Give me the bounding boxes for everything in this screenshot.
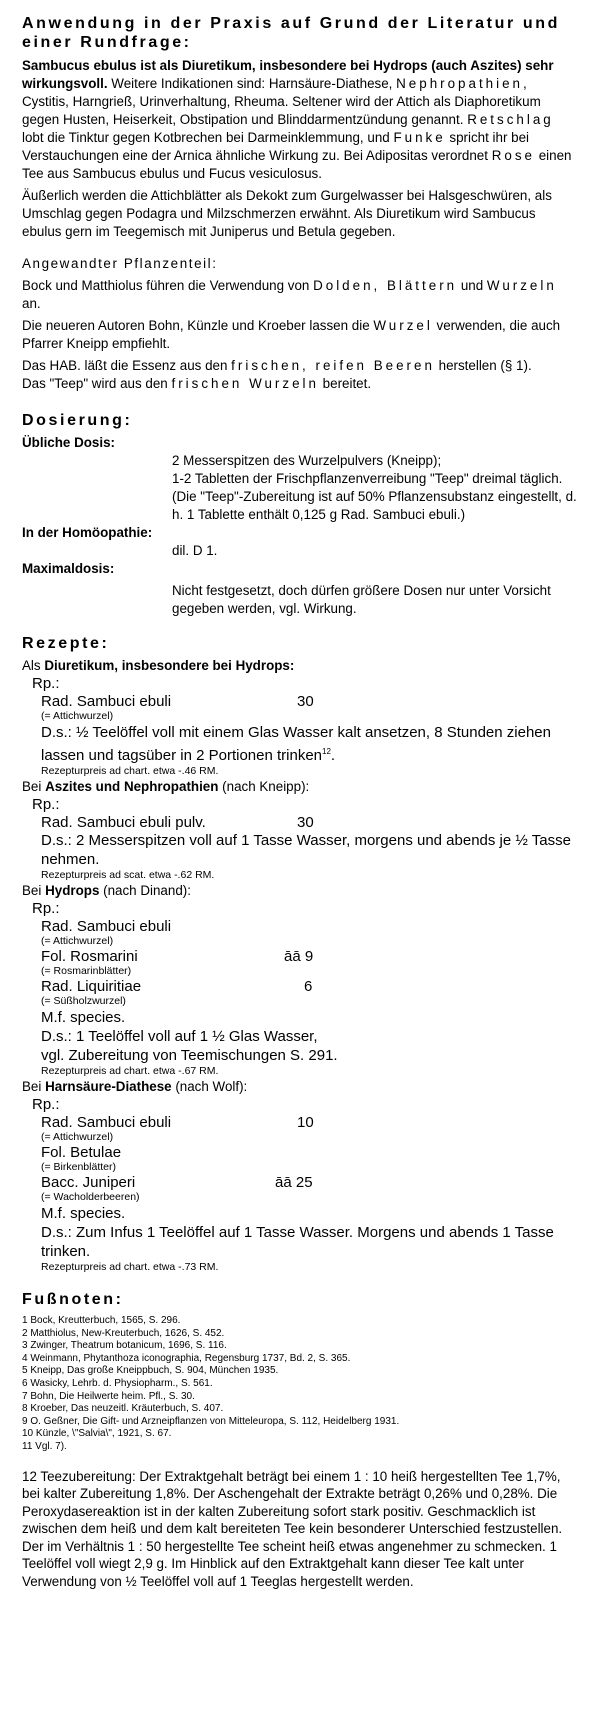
ingredient-amount: āā 25 <box>275 1174 313 1191</box>
recipe-directions: D.s.: 1 Teelöffel voll auf 1 ½ Glas Wasser, <box>41 1028 318 1045</box>
recipe-rp: Rp.: <box>32 796 60 813</box>
ingredient-note: (= Attichwurzel) <box>41 710 114 722</box>
ingredient-name: Rad. Sambuci ebuli pulv. <box>41 814 206 831</box>
section-heading-dosierung: Dosierung: <box>22 412 133 429</box>
text-run: Das HAB. läßt die Essenz aus den <box>22 358 228 373</box>
recipe-price: Rezepturpreis ad scat. etwa -.62 RM. <box>41 869 215 881</box>
ingredient-name: Rad. Sambuci ebuli <box>41 693 172 710</box>
dosis-line: Nicht festgesetzt, doch dürfen größere Dosen nur unter Vorsicht gegeben werden, vgl. Wirkung. <box>172 583 551 616</box>
spaced-term: Wurzel <box>373 318 433 333</box>
text-run: verwenden, die auch Pfarrer Kneipp empfiehlt. <box>22 318 561 351</box>
ingredient-row <box>22 1144 577 1161</box>
footnote-12: 12 Teezubereitung: Der Extraktgehalt beträgt bei einem 1 : 10 heiß hergestellten Tee 1,7%, bei kalter Zubereitung 1,8%. Der Aschengehalt der Extrakte beträgt 0,26% und 0,28%. Die Peroxydasereaktion ist in der kalten Zubereitung sofort stark positiv. Geschmacklich ist zwischen dem heiß und dem kalt bereiteten Tee kein besonderer Unterschied festzustellen. Der im Verhältnis 1 : 50 hergestellte Tee scheint heiß etwas angenehmer zu schmecken. 1 Teelöffel voll wiegt 2,9 g. Im Hinblick auf den Extraktgehalt kann dieser Tee kalt unter Verwendung von ½ Teelöffel voll auf 1 Teeglas hergestellt werden. <box>22 1468 563 1589</box>
footnote-item: 10 Künzle, \"Salvia\", 1921, S. 67. <box>22 1428 172 1440</box>
dosis-line: (Die "Teep"-Zubereitung ist auf 50% Pflanzensubstanz eingestellt, d. h. 1 Tablette enthält 0,125 g Rad. Sambuci ebuli.) <box>172 489 577 522</box>
spaced-term: frischen Wurzeln <box>171 376 319 391</box>
recipe-price: Rezepturpreis ad chart. etwa -.73 RM. <box>41 1261 219 1273</box>
spaced-term: Nephropathien <box>396 76 523 91</box>
text-run: , Cystitis, Harngrieß, Urinverhaltung, Rheuma. Seltener wird der Attich als Diaphoretikum gegen Husten, Heiserkeit, Obstipation und Blinddarmentzündung genannt. <box>22 76 541 127</box>
plant-part-paragraph-3 <box>22 357 577 393</box>
text-run: Bei <box>22 779 46 794</box>
footnote-item: 6 Wasicky, Lehrb. d. Physiopharm., S. 561. <box>22 1377 213 1389</box>
indications-lead: Sambucus ebulus ist als Diuretikum, insbesondere bei Hydrops (auch Aszites) sehr wirkungsvoll. <box>22 58 554 91</box>
text-run: lobt die Tinktur gegen Kotbrechen bei Darmeinklemmung, und <box>22 130 390 145</box>
recipe-4-intro <box>22 1078 577 1096</box>
recipe-indication: Diuretikum, insbesondere bei Hydrops: <box>44 658 295 673</box>
footnote-item: 2 Matthiolus, New-Kreuterbuch, 1626, S. 452. <box>22 1327 225 1339</box>
ingredient-note: (= Rosmarinblätter) <box>41 965 132 977</box>
dosis-line: 1-2 Tabletten der Frischpflanzenverreibung "Teep" dreimal täglich. <box>172 471 563 486</box>
text-run: . <box>330 747 336 764</box>
recipe-indication: Aszites und Nephropathien <box>45 779 219 794</box>
ingredient-row <box>22 1114 577 1131</box>
section-heading-rezepte: Rezepte: <box>22 635 110 652</box>
text-run: einen Tee aus Sambucus ebulus und Fucus vesiculosus. <box>22 148 572 181</box>
footnote-item: 8 Kroeber, Das neuzeitl. Kräuterbuch, S. 407. <box>22 1403 224 1415</box>
footnote-item: 9 O. Geßner, Die Gift- und Arzneipflanzen von Mitteleuropa, S. 112, Heidelberg 1931. <box>22 1415 400 1427</box>
recipe-directions: vgl. Zubereitung von Teemischungen S. 291. <box>41 1047 338 1064</box>
dosis-label-homeopathy: In der Homöopathie: <box>22 525 153 540</box>
ingredient-note: (= Attichwurzel) <box>41 935 114 947</box>
recipe-2-intro <box>22 778 577 796</box>
recipe-mf: M.f. species. <box>41 1205 126 1222</box>
text-run: Bock und Matthiolus führen die Verwendung von <box>22 278 310 293</box>
external-use-paragraph: Äußerlich werden die Attichblätter als Dekokt zum Gurgelwasser bei Halsgeschwüren, als Umschlag gegen Podagra und Milzschmerzen erwähnt. Als Diuretikum wird Sambucus ebulus gern im Teegemisch mit Juniperus und Betula gegeben. <box>22 188 552 239</box>
ingredient-row <box>22 918 577 935</box>
recipe-indication: Harnsäure-Diathese <box>45 1079 172 1094</box>
spaced-term: frischen, reifen Beeren <box>231 358 435 373</box>
ingredient-row <box>22 814 577 831</box>
text-run: bereitet. <box>318 376 372 391</box>
dosis-max-block <box>22 582 577 618</box>
text-run: D.s.: ½ Teelöffel voll mit einem Glas Wasser kalt ansetzen, 8 Stunden ziehen lassen und tagsüber in 2 Portionen trinken <box>41 724 551 764</box>
text-run: Als <box>22 658 45 673</box>
ingredient-name: Rad. Liquiritiae <box>41 978 142 995</box>
ingredient-name: Fol. Betulae <box>41 1144 122 1161</box>
section-heading-anwendung: Anwendung in der Praxis auf Grund der Literatur und einer Rundfrage: <box>22 15 560 51</box>
section-heading-fussnoten: Fußnoten: <box>22 1291 124 1308</box>
spaced-term: Wurzeln <box>486 278 557 293</box>
footnote-ref: 12 <box>322 747 331 756</box>
ingredient-amount: 6 <box>304 978 313 995</box>
dosis-label-max: Maximaldosis: <box>22 561 115 576</box>
ingredient-amount: āā 9 <box>284 948 314 965</box>
ingredient-note: (= Attichwurzel) <box>41 1131 114 1143</box>
plant-part-paragraph-1 <box>22 277 577 313</box>
text-run: Die neueren Autoren Bohn, Künzle und Kroeber lassen die <box>22 318 370 333</box>
spaced-author: Retschlag <box>467 112 554 127</box>
ingredient-name: Bacc. Juniperi <box>41 1174 136 1191</box>
ingredient-amount: 10 <box>297 1114 314 1131</box>
ingredient-name: Rad. Sambuci ebuli <box>41 1114 172 1131</box>
text-run: spricht ihr bei Verstauchungen eine der Arnica ähnliche Wirkung zu. Bei Adipositas verordnet <box>22 130 530 163</box>
footnote-item: 11 Vgl. 7). <box>22 1440 67 1452</box>
footnote-list <box>22 1315 577 1454</box>
dosis-line: 2 Messerspitzen des Wurzelpulvers (Kneipp); <box>172 453 442 468</box>
plant-part-paragraph-2 <box>22 317 577 353</box>
recipe-price: Rezepturpreis ad chart. etwa -.67 RM. <box>41 1065 219 1077</box>
footnote-item: 3 Zwinger, Theatrum botanicum, 1696, S. 116. <box>22 1340 227 1352</box>
recipe-indication: Hydrops <box>45 883 100 898</box>
text-run: (nach Kneipp): <box>218 779 310 794</box>
indications-paragraph <box>22 57 577 183</box>
recipe-rp: Rp.: <box>32 675 60 692</box>
recipe-rp: Rp.: <box>32 900 60 917</box>
recipe-directions: D.s.: 2 Messerspitzen voll auf 1 Tasse Wasser, morgens und abends je ½ Tasse nehmen. <box>41 832 571 868</box>
footnote-item: 5 Kneipp, Das große Kneippbuch, S. 904, München 1935. <box>22 1365 279 1377</box>
dosis-usual-block <box>22 452 577 524</box>
text-run: Weitere Indikationen sind: Harnsäure-Diathese, <box>107 76 393 91</box>
footnote-item: 1 Bock, Kreutterbuch, 1565, S. 296. <box>22 1315 181 1326</box>
ingredient-note: (= Birkenblätter) <box>41 1161 116 1173</box>
dosis-homeopathy-block <box>22 542 577 560</box>
ingredient-row <box>22 693 577 710</box>
recipe-3-intro <box>22 882 577 900</box>
ingredient-amount: 30 <box>297 693 314 710</box>
recipe-rp: Rp.: <box>32 1096 60 1113</box>
footnote-item: 4 Weinmann, Phytanthoza iconographia, Regensburg 1737, Bd. 2, S. 365. <box>22 1352 351 1364</box>
ingredient-row <box>22 948 577 965</box>
dosis-label-usual: Übliche Dosis: <box>22 435 116 450</box>
ingredient-row <box>22 1174 577 1191</box>
spaced-author: Funke <box>393 130 446 145</box>
recipe-directions: D.s.: Zum Infus 1 Teelöffel auf 1 Tasse Wasser. Morgens und abends 1 Tasse trinken. <box>41 1224 554 1260</box>
recipe-price: Rezepturpreis ad chart. etwa -.46 RM. <box>41 765 219 777</box>
ingredient-note: (= Wacholderbeeren) <box>41 1191 140 1203</box>
text-run: Das "Teep" wird aus den <box>22 376 168 391</box>
ingredient-name: Rad. Sambuci ebuli <box>41 918 172 935</box>
dosis-line: dil. D 1. <box>172 543 218 558</box>
ingredient-amount: 30 <box>297 814 314 831</box>
ingredient-name: Fol. Rosmarini <box>41 948 138 965</box>
recipe-mf: M.f. species. <box>41 1009 126 1026</box>
text-run: (nach Dinand): <box>99 883 191 898</box>
text-run: Bei <box>22 1079 46 1094</box>
footnote-item: 7 Bohn, Die Heilwerte heim. Pfl., S. 30. <box>22 1390 195 1402</box>
spaced-term: Dolden, Blättern <box>313 278 458 293</box>
ingredient-row <box>22 978 577 995</box>
text-run: herstellen (§ 1). <box>434 358 532 373</box>
spaced-author: Rose <box>491 148 535 163</box>
section-heading-pflanzenteil: Angewandter Pflanzenteil: <box>22 256 218 271</box>
text-run: (nach Wolf): <box>171 1079 248 1094</box>
ingredient-note: (= Süßholzwurzel) <box>41 995 126 1007</box>
recipe-1-intro <box>22 657 577 675</box>
text-run: an. <box>22 296 41 311</box>
text-run: Bei <box>22 883 46 898</box>
recipe-directions <box>22 723 577 765</box>
text-run: und <box>460 278 484 293</box>
